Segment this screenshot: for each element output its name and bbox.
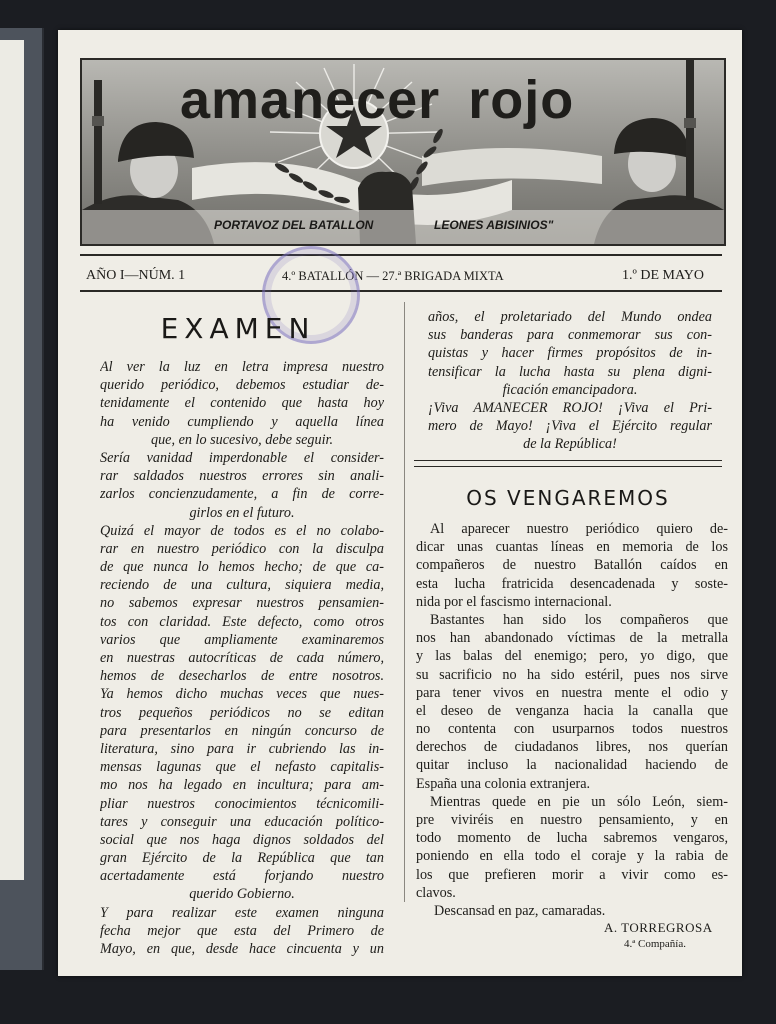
text-line: esta lucha fratricida desencadenada y soste-	[416, 575, 728, 592]
issue-unit: 4.º BATALLÓN — 27.ª BRIGADA MIXTA	[282, 269, 504, 283]
article-author: A. TORREGROSA	[604, 920, 713, 935]
text-line: nida por el fascismo internacional.	[416, 593, 612, 610]
issue-number: AÑO I—NÚM. 1	[86, 268, 186, 283]
text-line: mensas lagunas que el nefasto capitalis-	[100, 759, 384, 776]
text-line: clavos.	[416, 884, 456, 901]
text-line: acertadamente está forjando nuestro	[100, 868, 384, 885]
newspaper-page	[58, 30, 742, 976]
text-line: nos han abandonado víctimas de la metralla	[416, 630, 728, 647]
text-line: tenidamente el contenido que hasta hoy	[100, 395, 384, 412]
text-line: para tener vivos en nuestra mente el odio y	[416, 684, 728, 701]
text-line: poniendo en ella todo el coraje y la rabia de	[416, 848, 728, 865]
text-line: Sería vanidad imperdonable el consider-	[100, 449, 384, 466]
text-line: todo momento de lucha sabremos vengaros,	[416, 830, 728, 847]
text-line: zarlos concienzudamente, a fin de corre-	[100, 486, 384, 503]
text-line: ficación emancipadora.	[502, 381, 638, 398]
text-line: ¡Viva AMANECER ROJO! ¡Viva el Pri-	[428, 399, 712, 416]
text-line: girlos en el futuro.	[189, 504, 295, 521]
text-line: querido periódico, debemos estudiar de-	[100, 377, 384, 394]
masthead-title	[180, 60, 575, 140]
masthead	[80, 58, 726, 246]
text-line: rar en nuestro periódico con la disculpa	[100, 540, 384, 557]
text-line: que, en lo sucesivo, debe seguir.	[150, 431, 334, 448]
text-line: tros pequeños periódicos no se editan	[100, 704, 384, 721]
article-author-company: 4.ª Compañía.	[624, 938, 686, 950]
text-line: compañeros de nuestro Batallón caídos en	[416, 557, 728, 574]
article-examen-body	[100, 358, 384, 958]
text-line: hemos de desecharlos de entre nosotros.	[100, 668, 384, 685]
text-line: fecha mejor que esta del Primero de	[100, 922, 384, 939]
text-line: Mayo, en que, desde hace cincuenta y un	[100, 941, 384, 957]
text-line: Mientras quede en pie un sólo León, siem-	[430, 793, 728, 810]
text-line: literatura, sino para ir cubriendo las in-	[100, 740, 384, 757]
title-word-amanecer: amanecer	[180, 70, 441, 130]
text-line: derechos de ciudadanos libres, nos querían	[416, 739, 728, 756]
article-examen-continuation	[428, 308, 712, 454]
text-line: reciendo de una cultura, siquiera media,	[100, 577, 384, 594]
masthead-motto-left: PORTAVOZ DEL BATALLON	[214, 218, 374, 232]
text-line: rar saldados nuestros errores sin anali-	[100, 468, 384, 485]
text-line: tos con claridad. Este defecto, como otros	[100, 613, 384, 630]
text-line: gran Ejército de la República que tan	[100, 850, 384, 867]
article-vengaremos-title: OS VENGAREMOS	[466, 486, 670, 510]
rule-top	[80, 254, 722, 256]
text-line: dicar unas cuantas líneas en memoria de los	[416, 539, 728, 556]
text-line: los que prefieren morir a vivir como es-	[416, 866, 728, 883]
text-line: el deseo de venganza hacia la canalla que	[416, 702, 728, 719]
article-divider-2	[414, 466, 722, 467]
text-line: Quizá el mayor de todos es el no colabo-	[100, 522, 384, 539]
title-word-rojo: rojo	[468, 70, 575, 130]
text-line: Bastantes han sido los compañeros que	[430, 611, 728, 628]
text-line: mero de Mayo! ¡Viva el Ejército regular	[428, 418, 712, 435]
rule-bottom	[80, 290, 722, 292]
text-line: quitar incluso la nacionalidad haciendo de	[416, 757, 728, 774]
text-line: tensificar la lucha hasta su plena digni-	[428, 363, 712, 380]
text-line: Descansad en paz, camaradas.	[434, 902, 606, 919]
text-line: ha venido cumpliendo y aquella línea	[100, 413, 384, 430]
article-divider-1	[414, 460, 722, 461]
column-rule	[404, 302, 405, 902]
text-line: pliar nuestros conocimientos técnicomili-	[100, 795, 384, 812]
text-line: de que nunca lo hemos hecho; de que ca-	[100, 559, 384, 576]
text-line: Al aparecer nuestro periódico quiero de-	[430, 521, 728, 537]
text-line: sus banderas para conmemorar sus con-	[428, 327, 712, 344]
text-line: querido Gobierno.	[189, 886, 295, 903]
text-line: mo nos ha legado en incultura; para am-	[100, 777, 384, 794]
text-line: social que nos haga dignos soldados del	[100, 831, 384, 848]
text-line: para presentarlos en ningún concurso de	[100, 722, 384, 739]
text-line: pre viviréis en nuestro pensamiento, y en	[416, 812, 728, 828]
article-examen-title: EXAMEN	[160, 312, 316, 345]
text-line: de la República!	[523, 436, 617, 453]
text-line: España una colonia extranjera.	[416, 775, 591, 792]
masthead-motto-right: LEONES ABISINIOS"	[434, 218, 554, 232]
text-line: años, el proletariado del Mundo ondea	[428, 309, 712, 325]
text-line: en nuestras autocríticas de cada número,	[100, 650, 384, 666]
issue-date: 1.º DE MAYO	[622, 268, 704, 283]
text-line: varios que ampliamente examinaremos	[100, 631, 384, 648]
text-line: Al ver la luz en letra impresa nuestro	[100, 359, 384, 375]
text-line: tares y conseguir una educación político-	[100, 813, 384, 830]
text-line: Y para realizar este examen ninguna	[100, 904, 384, 921]
adjacent-page-paper	[0, 40, 24, 880]
article-vengaremos-body	[416, 520, 728, 920]
text-line: no sabemos expresar nuestros pensamien-	[100, 595, 384, 612]
text-line: y las balas del enemigo; pero, yo digo, que	[416, 648, 728, 665]
text-line: quistas y hacer firmes propósitos de in-	[428, 345, 712, 362]
text-line: Ya hemos dicho muchas veces que nues-	[100, 686, 384, 703]
text-line: no contenta con usurparnos todos nuestros	[416, 721, 728, 738]
text-line: su sacrificio no ha sido estéril, pues nos sirve	[416, 666, 728, 683]
